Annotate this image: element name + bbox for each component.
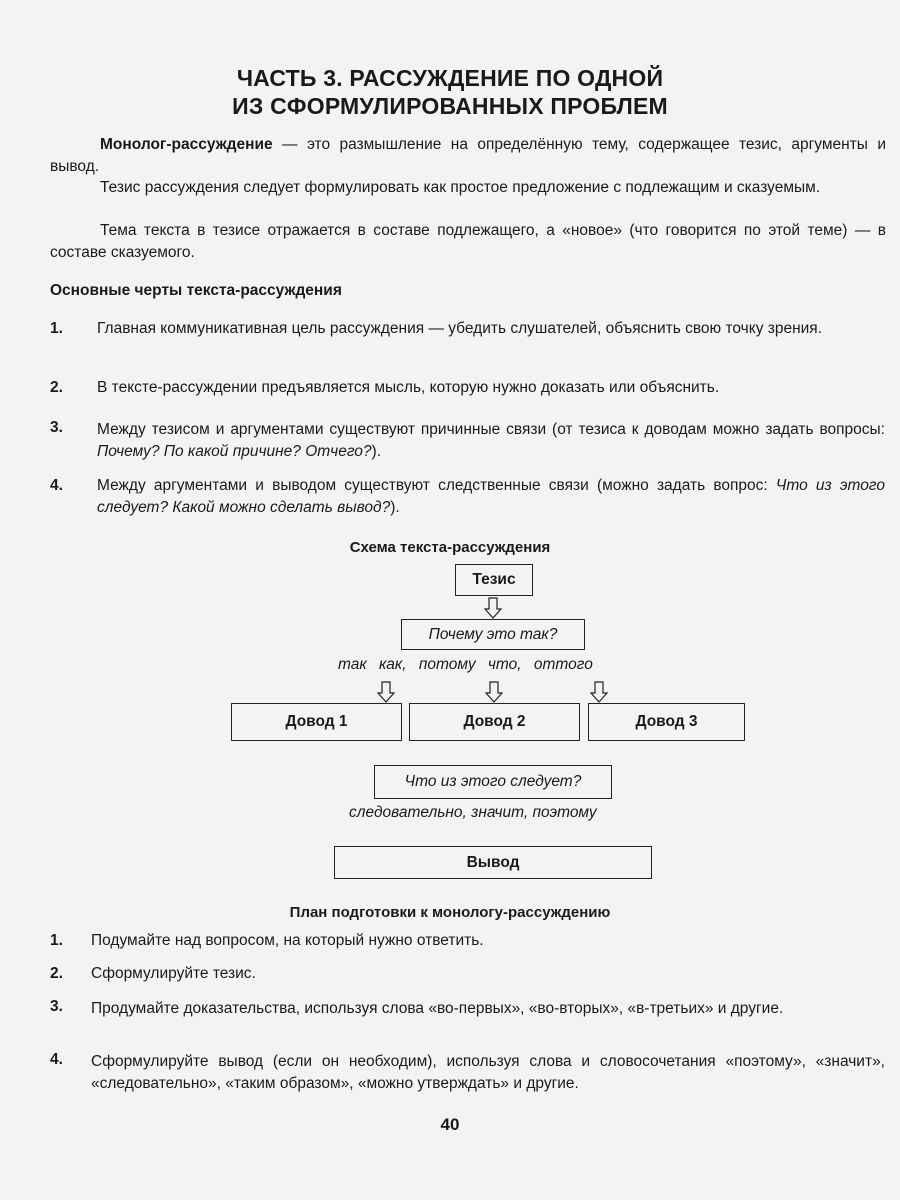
- feature-text-part: Между тезисом и аргументами существуют причинные связи (от тезиса к доводам можно задать вопросы:: [97, 421, 885, 438]
- plan-text: Сформулируйте вывод (если он необходим), используя слова и словосочетания «поэтому», «значит», «следовательно», «таким образом», «можно утверждать» и другие.: [91, 1053, 885, 1092]
- feature-number: 2.: [50, 379, 63, 396]
- question-box-why: Почему это так?: [401, 619, 585, 650]
- feature-text: [97, 475, 885, 519]
- consequence-connectors: следовательно, значит, поэтому: [349, 804, 597, 821]
- argument-box-2: Довод 2: [409, 703, 580, 741]
- plan-heading: План подготовки к монологу-рассуждению: [289, 904, 611, 921]
- argument-box-1: Довод 1: [231, 703, 402, 741]
- question-box-result: Что из этого следует?: [374, 765, 612, 799]
- plan-text: Продумайте доказательства, используя слова «во-первых», «во-вторых», «в-третьих» и другие.: [91, 1000, 784, 1017]
- features-heading: Основные черты текста-рассуждения: [50, 282, 342, 299]
- intro-paragraph-2-text: Тезис рассуждения следует формулировать как простое предложение с подлежащим и сказуемым.: [100, 179, 821, 196]
- feature-questions: Что из этого следует? Какой можно сделать вывод?: [97, 477, 885, 516]
- thesis-box: Тезис: [455, 564, 533, 596]
- term-monolog: Монолог-рассуждение: [100, 136, 273, 153]
- feature-text-part: Между аргументами и выводом существуют следственные связи (можно задать вопрос:: [97, 477, 776, 494]
- plan-number: 4.: [50, 1051, 63, 1068]
- page-title-line-2: ИЗ СФОРМУЛИРОВАННЫХ ПРОБЛЕМ: [232, 93, 668, 119]
- down-arrow-icon: [590, 681, 608, 703]
- intro-paragraph-1-text: — это размышление на определённую тему, содержащее тезис, аргументы и вывод.: [50, 136, 886, 175]
- intro-paragraph-3-text: Тема текста в тезисе отражается в составе подлежащего, а «новое» (что говорится по этой теме) — в составе сказуемого.: [50, 222, 886, 261]
- argument-box-3: Довод 3: [588, 703, 745, 741]
- feature-text-part: ).: [390, 499, 400, 516]
- page-title-line-1: ЧАСТЬ 3. РАССУЖДЕНИЕ ПО ОДНОЙ: [236, 65, 664, 91]
- scheme-heading: Схема текста-рассуждения: [349, 539, 551, 556]
- causal-connectors: так как, потому что, оттого: [338, 656, 593, 673]
- intro-paragraph-1: [50, 134, 886, 178]
- down-arrow-icon: [485, 681, 503, 703]
- intro-paragraph-3: [50, 220, 886, 264]
- feature-text: В тексте-рассуждении предъявляется мысль, которую нужно доказать или объяснить.: [97, 379, 720, 396]
- plan-number: 3.: [50, 998, 63, 1015]
- down-arrow-icon: [484, 597, 502, 619]
- plan-number: 1.: [50, 932, 63, 949]
- plan-number: 2.: [50, 965, 63, 982]
- feature-text-part: ).: [371, 443, 381, 460]
- feature-text: [97, 419, 885, 463]
- plan-text: Подумайте над вопросом, на который нужно ответить.: [91, 932, 484, 949]
- feature-number: 3.: [50, 419, 63, 436]
- feature-number: 1.: [50, 320, 63, 337]
- down-arrow-icon: [377, 681, 395, 703]
- feature-questions: Почему? По какой причине? Отчего?: [97, 443, 372, 460]
- intro-paragraph-2: [50, 177, 886, 199]
- page-number: 40: [440, 1115, 460, 1134]
- feature-text: Главная коммуникативная цель рассуждения — убедить слушателей, объяснить свою точку зрения.: [97, 320, 823, 337]
- feature-number: 4.: [50, 477, 63, 494]
- plan-text: Сформулируйте тезис.: [91, 965, 256, 982]
- conclusion-box: Вывод: [334, 846, 652, 879]
